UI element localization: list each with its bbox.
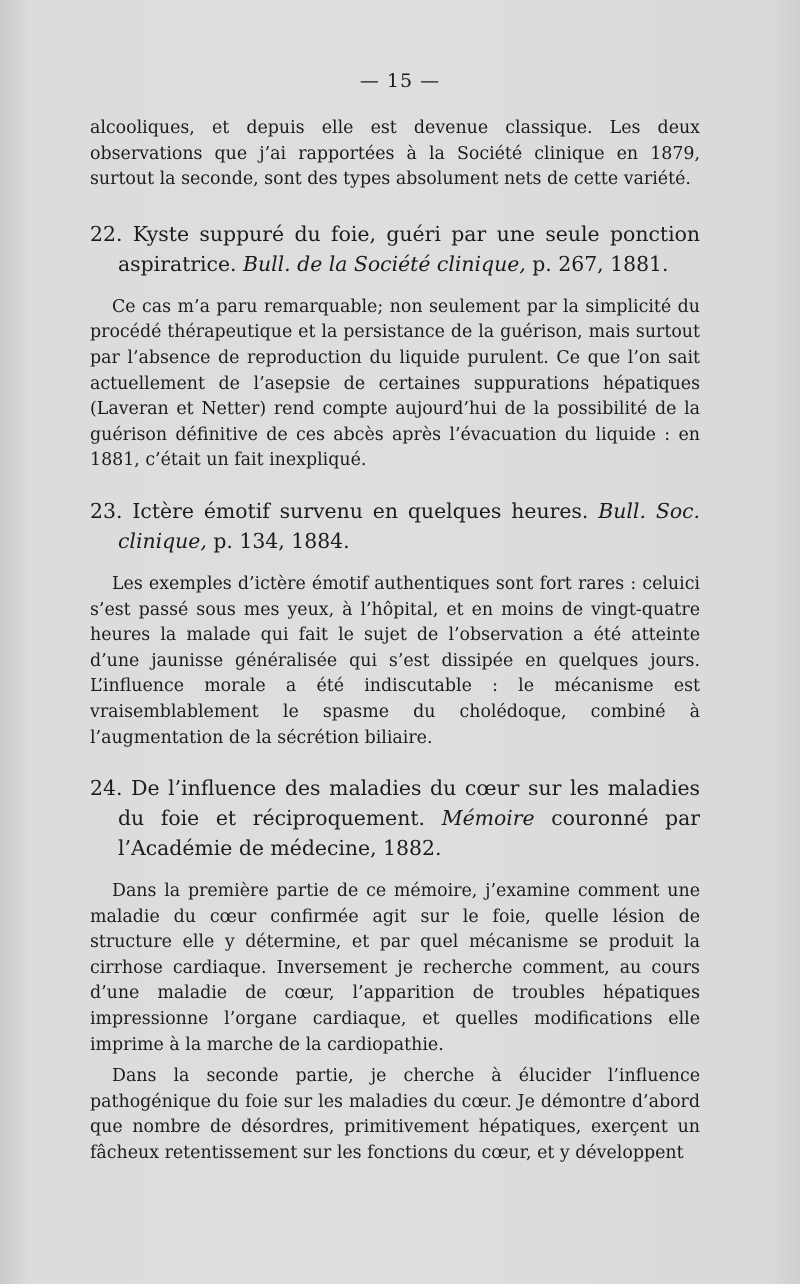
entry-22-source: Bull. de la Société clinique,: [243, 251, 526, 276]
entry-24-heading: [90, 773, 700, 863]
entry-24-paragraph-1: Dans la première partie de ce mémoire, j’examine comment une maladie du cœur confirmée agit sur le foie, quelle lésion de structure elle y détermine, et par quel mécanisme se produit la cirrhose cardiaque. Inversement je recherche comment, au cours d’une maladie de cœur, l’apparition de troubles hépatiques impressionne l’organe cardiaque, et quelles modifications elle imprime à la marche de la cardiopathie.: [90, 881, 700, 1055]
entry-24-paragraph-2: Dans la seconde partie, je cherche à élucider l’influence pathogénique du foie sur les maladies du cœur. Je démontre d’abord que nombre de désordres, primitivement hépatiques, exerçent un fâcheux retentissement sur les fonctions du cœur, et y développent: [90, 1066, 700, 1164]
page-body: [90, 116, 700, 1167]
entry-23-paragraph: Les exemples d’ictère émotif authentiques sont fort rares : celuici s’est passé sous mes yeux, à l’hôpital, et en moins de vingt-quatre heures la malade qui fait le sujet de l’observation a été atteinte d’une jaunisse généralisée qui s’est dissipée en quelques jours. L’influence morale a été indiscutable : le mécanisme est vraisemblablement le spasme du cholédoque, combiné à l’augmentation de la sécrétion biliaire.: [90, 573, 700, 748]
entry-24-source: Mémoire: [441, 806, 535, 831]
entry-24-number: 24.: [90, 776, 123, 801]
entry-23-heading: [90, 496, 700, 556]
entry-22-ref: p. 267, 1881.: [532, 251, 669, 276]
entry-23-number: 23.: [90, 498, 123, 523]
entry-24-ref: couronné par l’Académie de médecine, 1882.: [118, 806, 701, 861]
entry-23-source: Bull. Soc. clinique,: [118, 498, 700, 553]
entry-24-title: De l’influence des maladies du cœur sur les maladies du foie et réciproquement.: [118, 776, 700, 831]
entry-22-number: 22.: [90, 221, 123, 246]
entry-23-title: Ictère émotif survenu en quelques heures.: [132, 498, 589, 523]
entry-22-title: Kyste suppuré du foie, guéri par une seule ponction aspiratrice.: [118, 221, 700, 276]
entry-23-ref: p. 134, 1884.: [213, 528, 350, 553]
intro-paragraph: alcooliques, et depuis elle est devenue classique. Les deux observations que j’ai rapportées à la Société clinique en 1879, surtout la seconde, sont des types absolument nets de cette variété.: [90, 118, 700, 190]
entry-22-heading: [90, 219, 700, 279]
entry-22-paragraph: Ce cas m’a paru remarquable; non seulement par la simplicité du procédé thérapeutique et la persistance de la guérison, mais surtout par l’absence de reproduction du liquide purulent. Ce que l’on sait actuellement de l’asepsie de certaines suppurations hépatiques (Laveran et Netter) rend compte aujourd’hui de la possibilité de la guérison définitive de ces abcès après l’évacuation du liquide : en 1881, c’était un fait inexpliqué.: [90, 296, 700, 471]
page-number: — 15 —: [359, 70, 441, 92]
